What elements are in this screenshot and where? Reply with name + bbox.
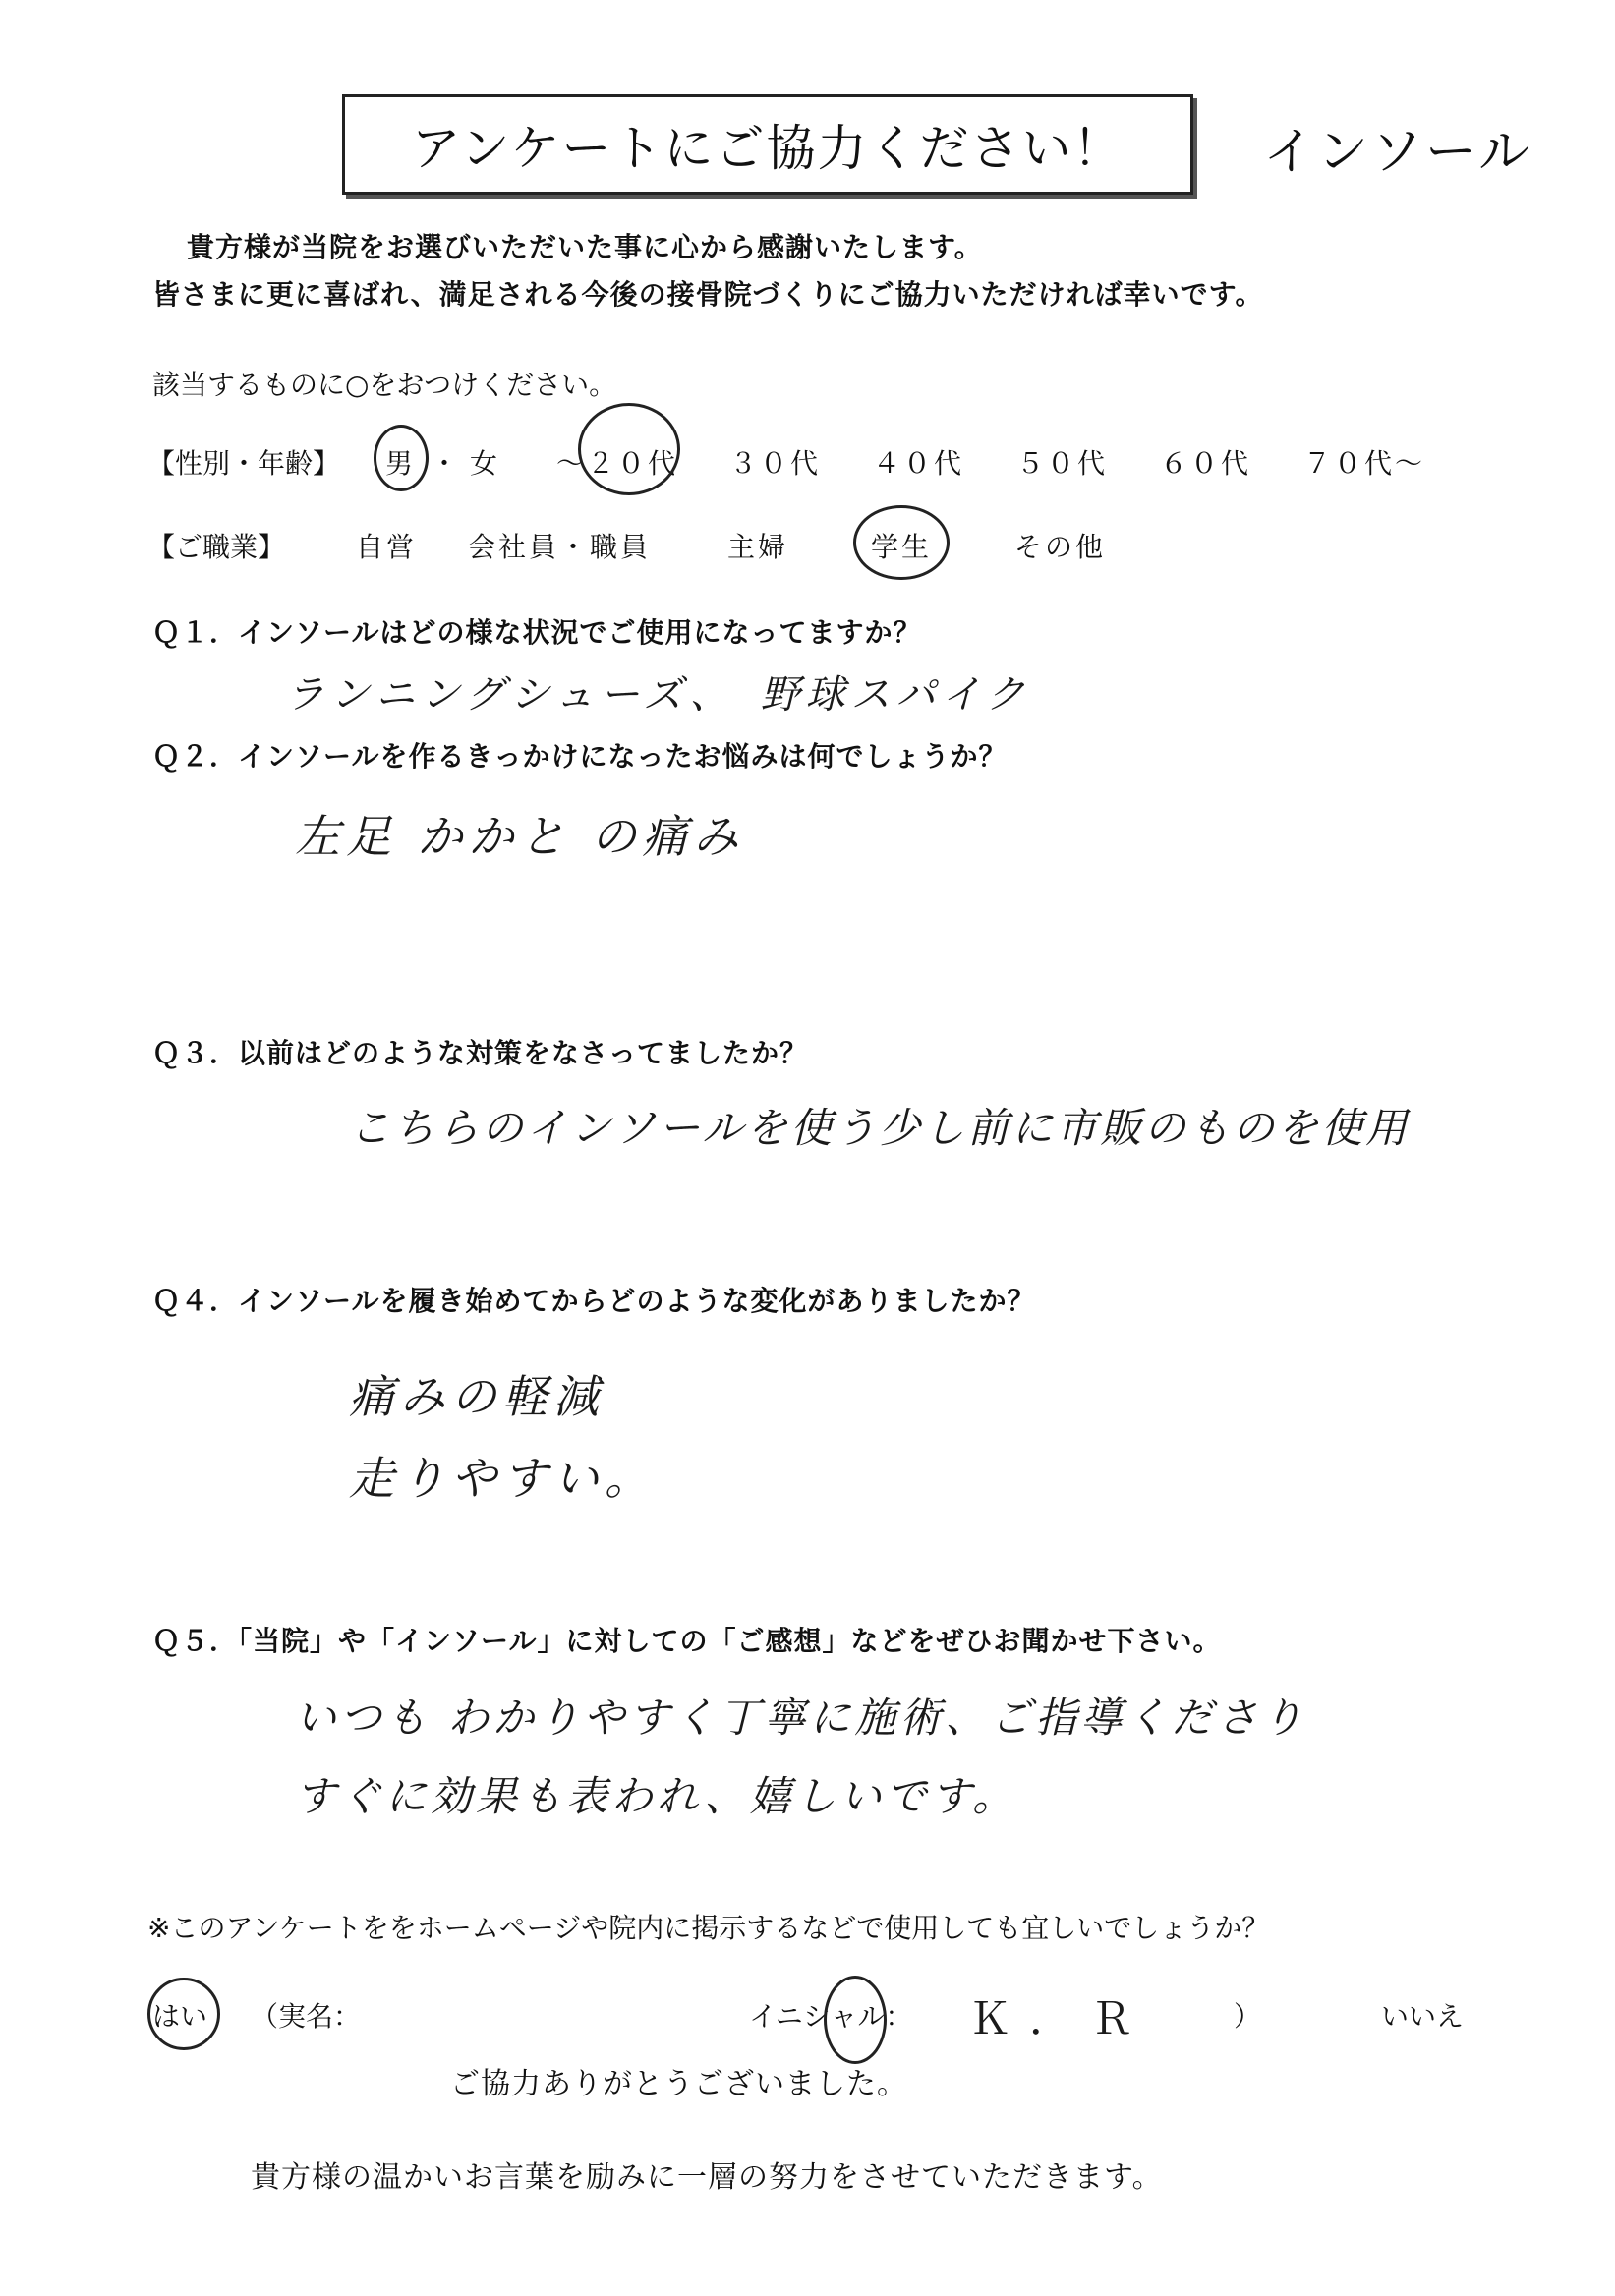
answer-3-line-1: こちらのインソールを使う少し前に市販のものを使用 — [349, 1104, 1411, 1152]
age-option-20s[interactable]: ～２０代 — [556, 447, 679, 480]
age-option-70s[interactable]: ７０代～ — [1303, 447, 1426, 480]
consent-yes-option[interactable]: はい — [152, 2000, 208, 2033]
age-option-60s[interactable]: ６０代 — [1160, 447, 1252, 480]
question-2: Ｑ２．インソールを作るきっかけになったお悩みは何でしょうか？ — [152, 740, 1008, 773]
real-name-label: （実名： — [251, 2000, 362, 2033]
answer-4-line-2: 走りやすい。 — [349, 1452, 656, 1505]
occupation-option-self-employed[interactable]: 自営 — [356, 531, 418, 563]
initial-label: イニシャル： — [749, 2000, 913, 2033]
occupation-option-student[interactable]: 学生 — [871, 531, 933, 563]
answer-1-line-1: ランニングシューズ、 野球スパイク — [285, 672, 1031, 718]
question-3: Ｑ３．以前はどのような対策をなさってましたか？ — [152, 1037, 809, 1069]
question-5: Ｑ５．「当院」や「インソール」に対しての「ご感想」などをぜひお聞かせ下さい。 — [152, 1625, 1222, 1657]
occupation-option-homemaker[interactable]: 主婦 — [727, 531, 789, 563]
age-option-50s[interactable]: ５０代 — [1016, 447, 1109, 480]
answer-5-line-1: いつも わかりやすく丁寧に施術、ご指導くださり — [295, 1693, 1307, 1742]
gender-male-option[interactable]: 男 — [385, 447, 417, 480]
answer-5-line-2: すぐに効果も表われ、嬉しいです。 — [295, 1772, 1018, 1820]
instruction-text: 該当するものに○をおつけください。 — [152, 369, 617, 401]
question-4: Ｑ４．インソールを履き始めてからどのような変化がありましたか？ — [152, 1285, 1036, 1317]
consent-question: ※このアンケートををホームページや院内に掲示するなどで使用しても宜しいでしょうか？ — [147, 1912, 1270, 1944]
gender-separator: ・ — [431, 447, 462, 480]
survey-title: アンケートにご協力ください！ — [342, 94, 1193, 195]
consent-no-option[interactable]: いいえ — [1381, 2000, 1465, 2033]
initial-value: Ｋ．Ｒ — [968, 1994, 1151, 2044]
selected-gender-circle — [374, 425, 429, 491]
closing-message: 貴方様の温かいお言葉を励みに一層の努力をさせていただきます。 — [251, 2160, 1163, 2195]
intro-line-2: 皆さまに更に喜ばれ、満足される今後の接骨院づくりにご協力いただければ幸いです。 — [152, 278, 1264, 311]
intro-line-1: 貴方様が当院をお選びいただいた事に心から感謝いたします。 — [187, 231, 983, 263]
thanks-message: ご協力ありがとうございました。 — [450, 2067, 907, 2101]
gender-age-label: 【性別・年齢】 — [147, 447, 341, 480]
age-option-40s[interactable]: ４０代 — [873, 447, 965, 480]
gender-female-option[interactable]: 女 — [470, 447, 501, 480]
answer-4-line-1: 痛みの軽減 — [349, 1370, 605, 1423]
selected-consent-circle — [147, 1978, 220, 2050]
occupation-option-other[interactable]: その他 — [1014, 531, 1107, 563]
selected-age-circle — [578, 403, 680, 495]
question-1: Ｑ１．インソールはどの様な状況でご使用になってますか？ — [152, 616, 922, 649]
age-option-30s[interactable]: ３０代 — [729, 447, 822, 480]
survey-category: インソール — [1263, 123, 1532, 182]
occupation-label: 【ご職業】 — [147, 531, 286, 563]
initial-circle-mark — [824, 1976, 887, 2064]
initial-close-paren: ） — [1234, 2000, 1262, 2033]
selected-occupation-circle — [853, 505, 950, 580]
answer-2-line-1: 左足 かかと の痛み — [295, 810, 745, 863]
occupation-option-employee[interactable]: 会社員・職員 — [468, 531, 652, 563]
